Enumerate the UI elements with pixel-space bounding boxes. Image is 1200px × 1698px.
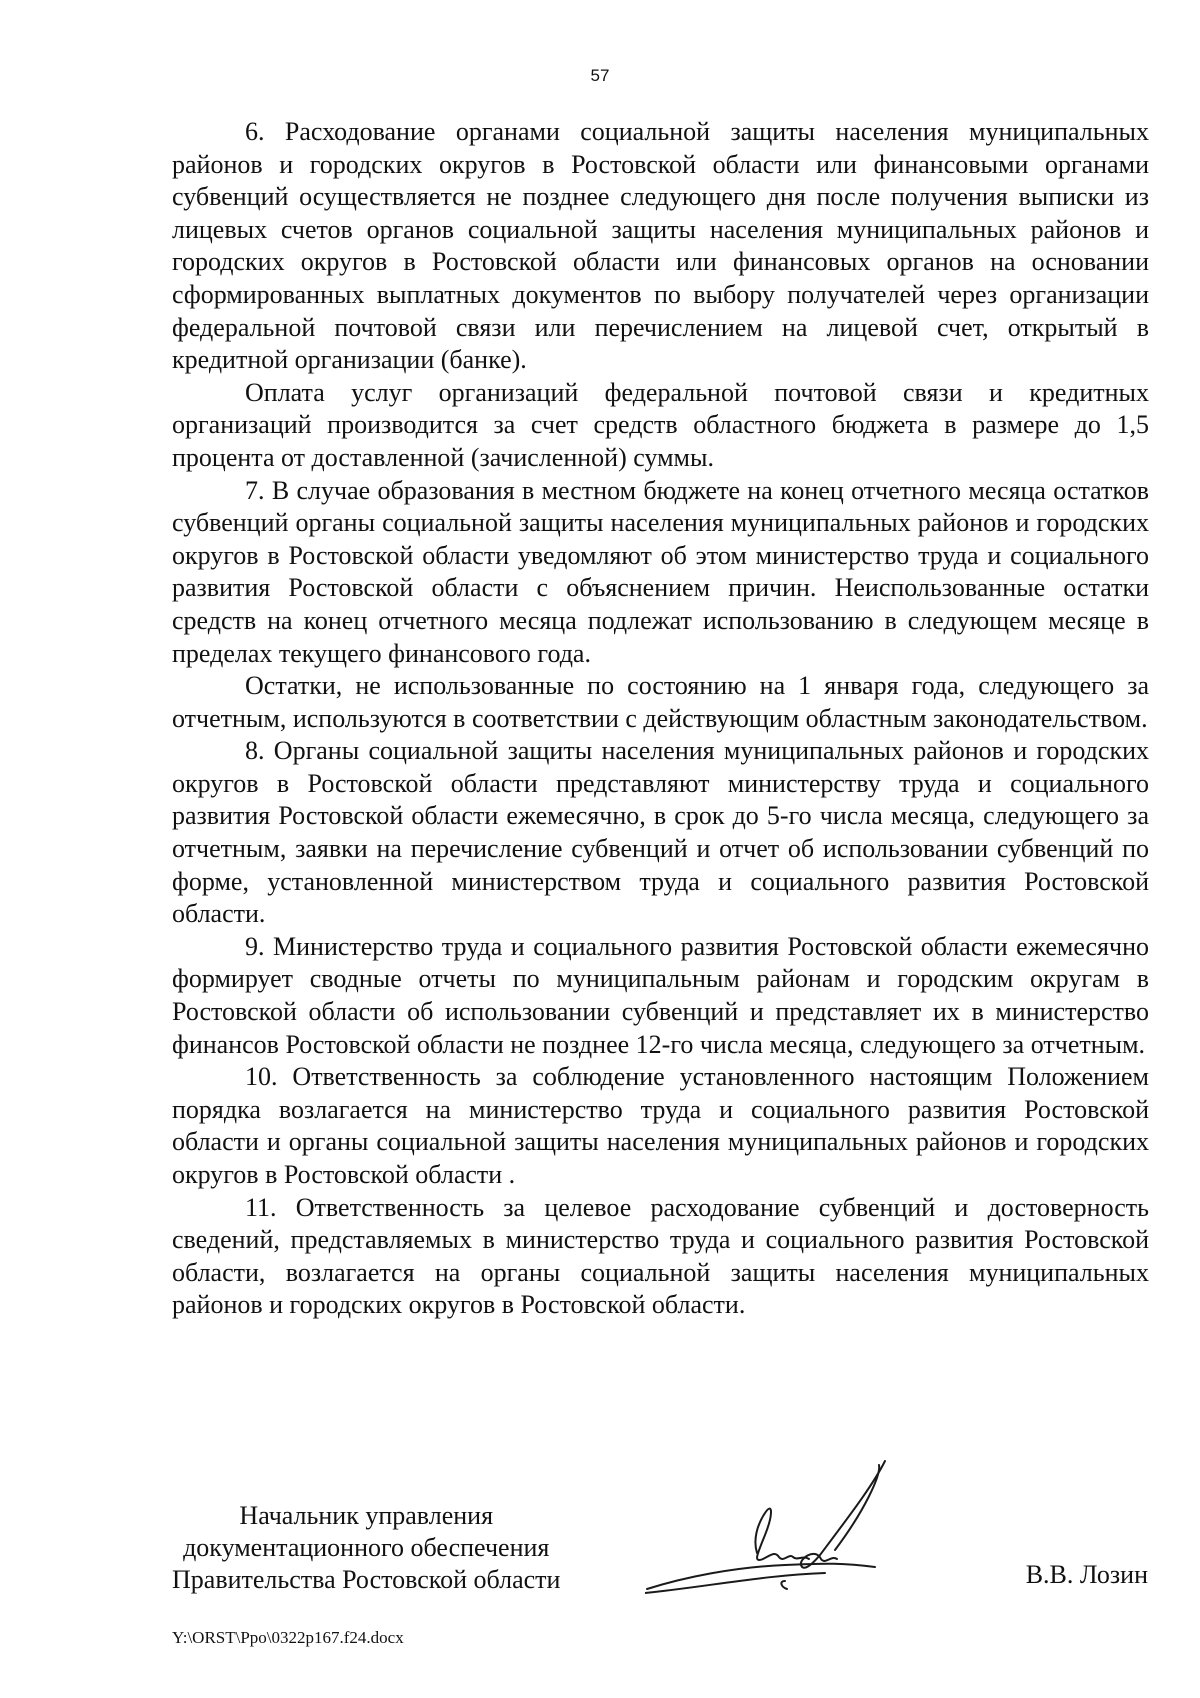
paragraph-payment: Оплата услуг организаций федеральной почтовой связи и кредитных организаций производится за счет средств областного бюджета в размере до 1,5 процента от доставленной (зачисленной) суммы.	[172, 377, 1149, 472]
paragraph-7: 7. В случае образования в местном бюджете на конец отчетного месяца остатков субвенций органы социальной защиты населения муниципальных районов и городских округов в Ростовской области уведомляют об этом министерство труда и социального развития Ростовской области с объяснением причин. Неиспользованные остатки средств на конец отчетного месяца подлежат использованию в следующем месяце в пределах текущего финансового года.	[172, 475, 1149, 668]
signatory-title-line: Правительства Ростовской области	[172, 1565, 561, 1594]
signatory-title-line: документационного обеспечения	[183, 1533, 550, 1562]
page-number: 57	[590, 66, 610, 85]
signatory-title	[172, 1500, 560, 1596]
document-body	[172, 116, 1149, 1322]
paragraph-8: 8. Органы социальной защиты населения муниципальных районов и городских округов в Ростовской области представляют министерству труда и социального развития Ростовской области ежемесячно, в срок до 5-го числа месяца, следующего за отчетным, заявки на перечисление субвенций и отчет об использовании субвенций по форме, установленной министерством труда и социального развития Ростовской области.	[172, 736, 1149, 929]
paragraph-remainders: Остатки, не использованные по состоянию на 1 января года, следующего за отчетным, используются в соответствии с действующим областным законодательством.	[172, 671, 1149, 733]
file-path: Y:\ORST\Ppo\0322p167.f24.docx	[172, 1628, 404, 1647]
handwritten-signature	[645, 1455, 915, 1605]
signatory-title-line: Начальник управления	[239, 1501, 494, 1530]
paragraph-11: 11. Ответственность за целевое расходование субвенций и достоверность сведений, представляемых в министерство труда и социального развития Ростовской области, возлагается на органы социальной защиты населения муниципальных районов и городских округов в Ростовской области.	[172, 1192, 1149, 1320]
paragraph-9: 9. Министерство труда и социального развития Ростовской области ежемесячно формирует сводные отчеты по муниципальным районам и городским округам в Ростовской области об использовании субвенций и представляет их в министерство финансов Ростовской области не позднее 12-го числа месяца, следующего за отчетным.	[172, 931, 1149, 1059]
paragraph-6: 6. Расходование органами социальной защиты населения муниципальных районов и городских округов в Ростовской области или финансовыми органами субвенций осуществляется не позднее следующего дня после получения выписки из лицевых счетов органов социальной защиты населения муниципальных районов и городских округов в Ростовской области или финансовых органов на основании сформированных выплатных документов по выбору получателей через организации федеральной почтовой связи или перечислением на лицевой счет, открытый в кредитной организации (банке).	[172, 117, 1149, 375]
paragraph-10: 10. Ответственность за соблюдение установленного настоящим Положением порядка возлагается на министерство труда и социального развития Ростовской области и органы социальной защиты населения муниципальных районов и городских округов в Ростовской области .	[172, 1062, 1149, 1189]
signatory-name: В.В. Лозин	[1025, 1560, 1148, 1589]
